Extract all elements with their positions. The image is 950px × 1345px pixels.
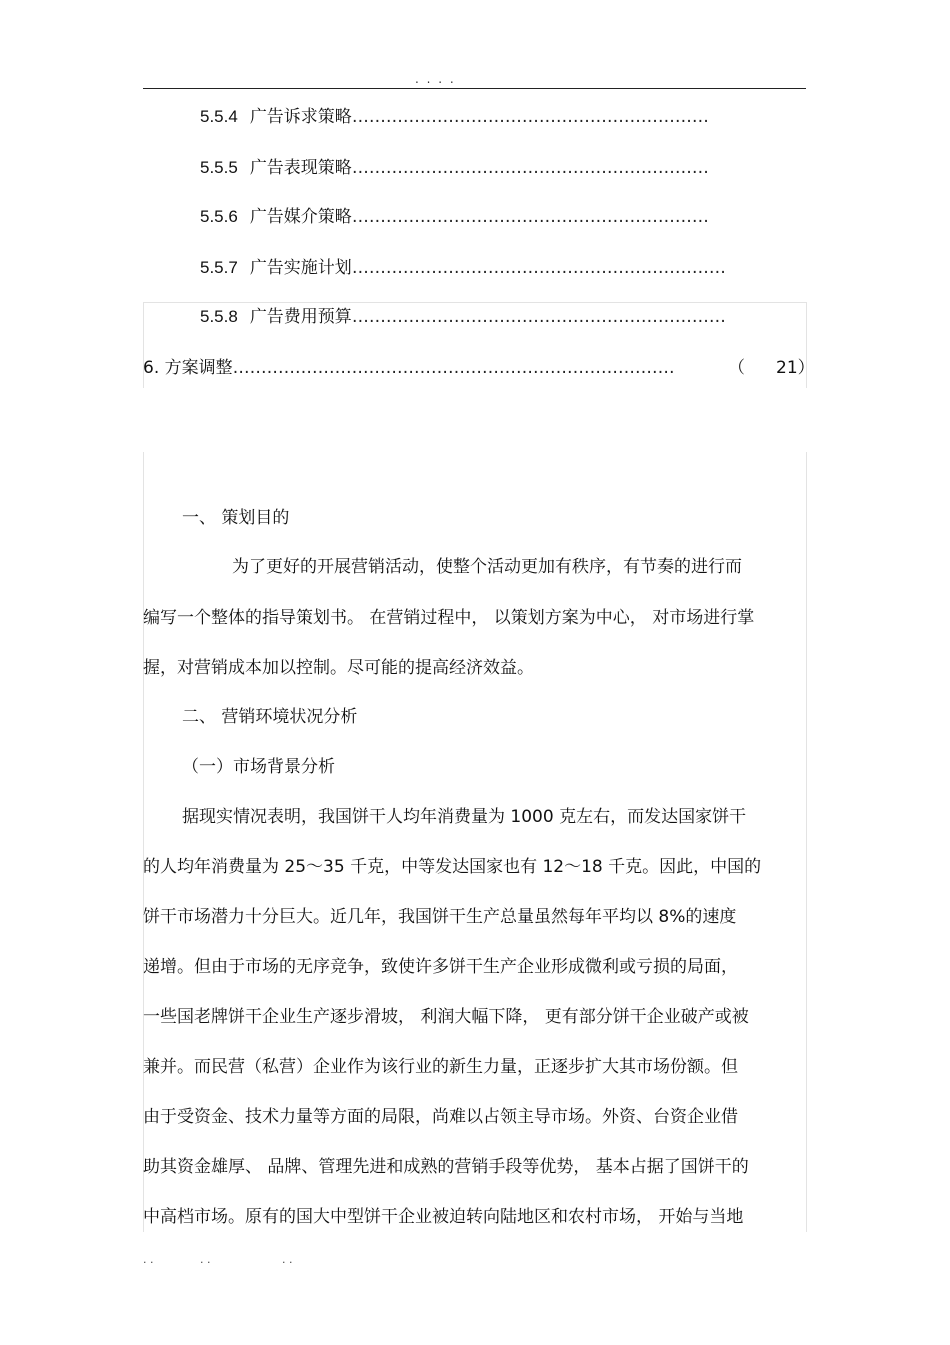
paragraph-line: 由于受资金、技术力量等方面的局限，尚难以占领主导市场。外资、台资企业借 [143,1107,738,1127]
paragraph-line: 为了更好的开展营销活动，使整个活动更加有秩序，有节奏的进行而 [232,557,742,577]
paragraph-line: 助其资金雄厚、 品牌、管理先进和成熟的营销手段等优势， 基本占据了国饼干的 [143,1157,749,1177]
toc-leader: ……………………………………………………… [351,207,709,227]
toc-item [200,153,709,178]
toc-leader: ……………………………………………………… [351,158,709,178]
paragraph-line: 一些国老牌饼干企业生产逐步滑坡， 利润大幅下降， 更有部分饼干企业破产或被 [143,1007,749,1027]
toc-leader: ………………………………………………………… [351,258,726,278]
toc-item [200,102,709,127]
toc-item-number: 5.5.7 [200,258,238,277]
section-heading: 二、 营销环境状况分析 [182,707,358,727]
paragraph-line: 兼并。而民营（私营）企业作为该行业的新生力量，正逐步扩大其市场份额。但 [143,1057,738,1077]
footer-mark: . . [143,1253,154,1266]
paragraph-line: 编写一个整体的指导策划书。 在营销过程中， 以策划方案为中心， 对市场进行掌 [143,608,755,628]
paragraph-line: 饼干市场潜力十分巨大。近几年，我国饼干生产总量虽然每年平均以 8%的速度 [143,907,737,927]
toc-leader: ……………………………………………………… [351,107,709,127]
toc-item-number: 5.5.4 [200,107,238,126]
toc-item [200,202,709,227]
toc-page-number: 21） [776,358,815,378]
toc-item-title: 广告媒介策略 [249,207,352,227]
toc-item-number: 5.5.5 [200,158,238,177]
paragraph-line: 中高档市场。原有的国大中型饼干企业被迫转向陆地区和农村市场， 开始与当地 [143,1207,744,1227]
header-marks: . . . . [415,72,456,86]
toc-item-final [143,353,675,378]
toc-item [200,253,726,278]
header-rule [143,88,806,89]
toc-item-title: 广告费用预算 [249,307,352,327]
subsection-heading: （一）市场背景分析 [182,757,335,777]
toc-leader: ………………………………………………………… [351,307,726,327]
footer-mark: . . [200,1253,211,1266]
paragraph-line: 握，对营销成本加以控制。尽可能的提高经济效益。 [143,658,534,678]
paragraph-line: 的人均年消费量为 25～35 千克，中等发达国家也有 12～18 千克。因此，中国的 [143,857,762,877]
toc-item-title: 广告实施计划 [249,258,352,278]
toc-leader: …………………………………………………………………… [232,358,675,378]
toc-item-title: 6. 方案调整 [143,358,233,378]
toc-item-title: 广告诉求策略 [249,107,352,127]
paragraph-line: 据现实情况表明，我国饼干人均年消费量为 1000 克左右，而发达国家饼干 [182,807,747,827]
toc-item [200,302,726,327]
paragraph-line: 递增。但由于市场的无序竞争，致使许多饼干生产企业形成微利或亏损的局面， [143,957,738,977]
toc-item-number: 5.5.6 [200,207,238,226]
body-frame-right [806,452,807,1232]
footer-mark: . . [282,1253,293,1266]
toc-page-open: （ [728,358,745,378]
toc-item-title: 广告表现策略 [249,158,352,178]
section-heading: 一、 策划目的 [182,508,290,528]
toc-item-number: 5.5.8 [200,307,238,326]
